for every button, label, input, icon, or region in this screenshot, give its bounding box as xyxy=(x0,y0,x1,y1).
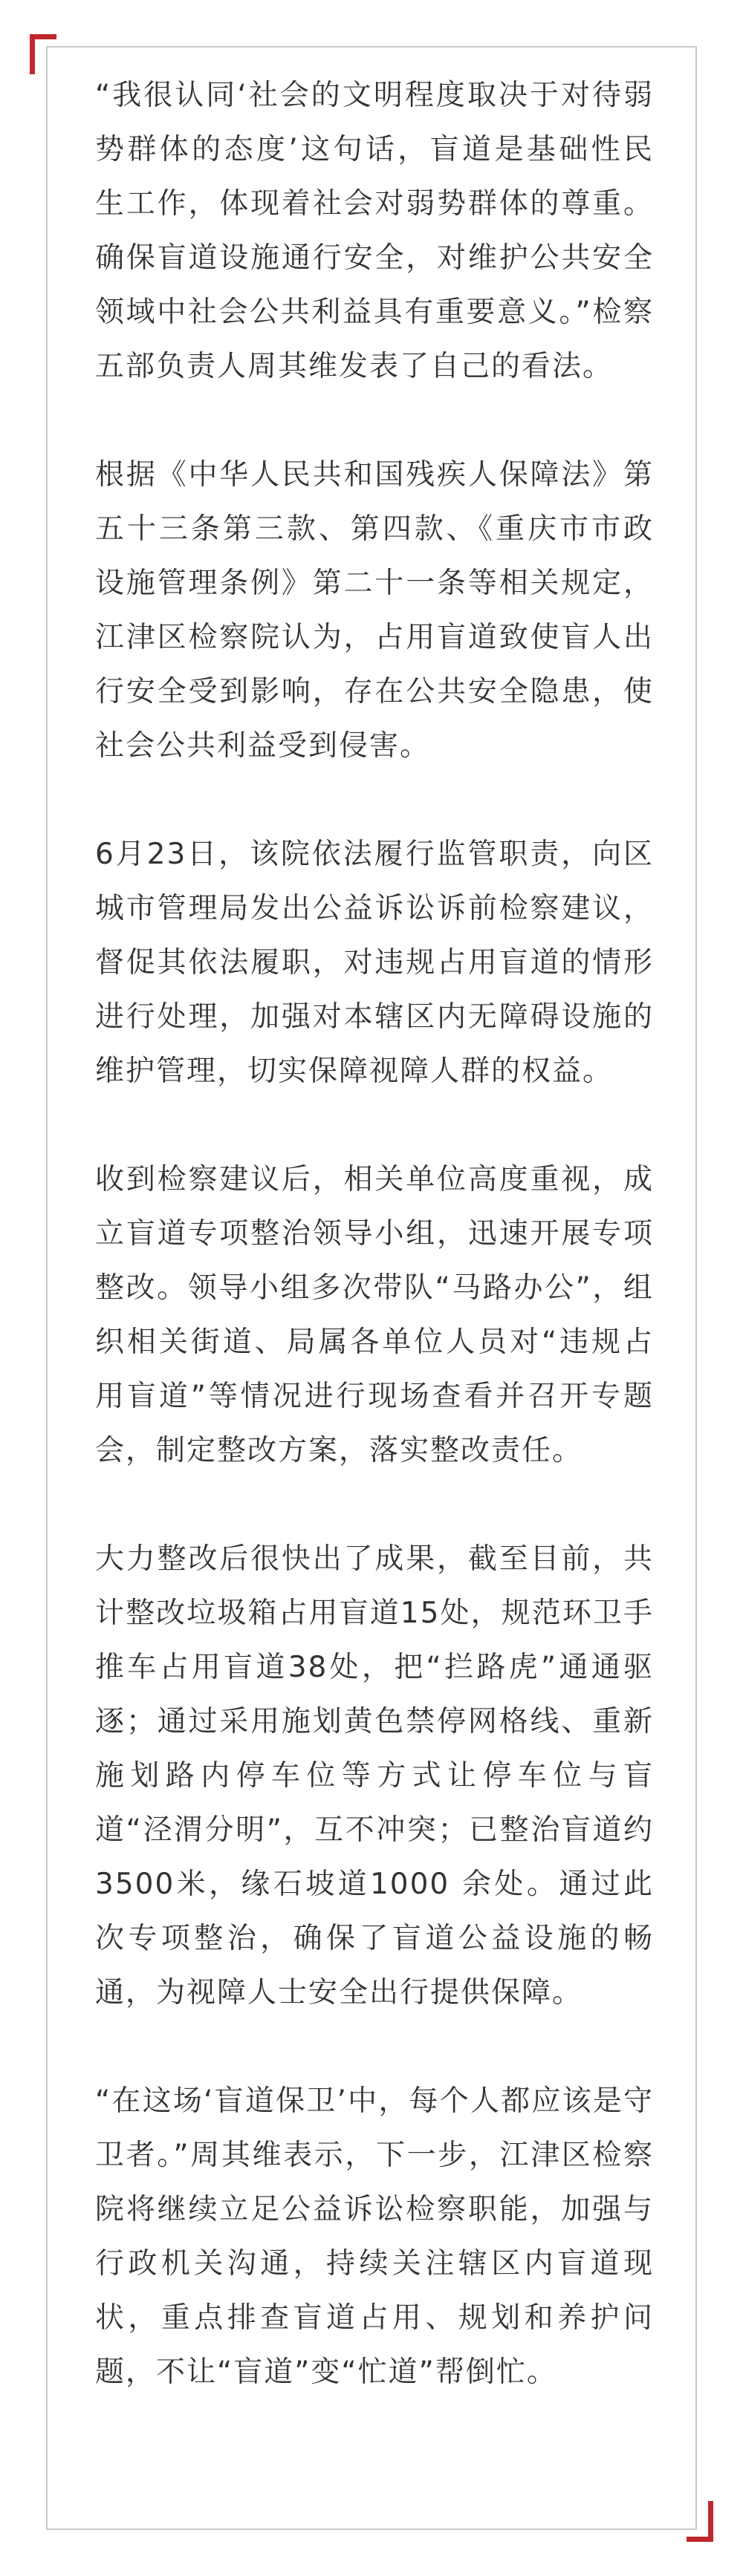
paragraph-legal-basis: 根据《中华人民共和国残疾人保障法》第五十三条第三款、第四款、《重庆市市政设施管理条例》第二十一条等相关规定，江津区检察院认为，占用盲道致使盲人出行安全受到影响，存在公共安全隐患，使社会公共利益受到侵害。 xyxy=(95,458,654,763)
corner-accent-bottom-right-vertical xyxy=(708,2501,713,2542)
paragraph-procuratorial-suggestion: 6月23日，该院依法履行监管职责，向区城市管理局发出公益诉讼诉前检察建议，督促其依法履职，对违规占用盲道的情形进行处理，加强对本辖区内无障碍设施的维护管理，切实保障视障人群的权益。 xyxy=(95,838,654,1088)
corner-accent-top-left-vertical xyxy=(30,34,35,74)
paragraph-next-steps: “在这场‘盲道保卫’中，每个人都应该是守卫者。”周其维表示，下一步，江津区检察院将继续立足公益诉讼检察职能，加强与行政机关沟通，持续关注辖区内盲道现状，重点排查盲道占用、规划和养护问题，不让“盲道”变“忙道”帮倒忙。 xyxy=(95,2084,654,2389)
paragraph-rectification: 收到检察建议后，相关单位高度重视，成立盲道专项整治领导小组，迅速开展专项整改。领导小组多次带队“马路办公”，组织相关街道、局属各单位人员对“违规占用盲道”等情况进行现场查看并召开专题会，制定整改方案，落实整改责任。 xyxy=(95,1163,654,1467)
article-body xyxy=(95,68,654,2399)
paragraph-results: 大力整改后很快出了成果，截至目前，共计整改垃圾箱占用盲道15处，规范环卫手推车占用盲道38处，把“拦路虎”通通驱逐；通过采用施划黄色禁停网格线、重新施划路内停车位等方式让停车位与盲道“泾渭分明”，互不冲突；已整治盲道约3500米，缘石坡道1000 余处。通过此次专项整治，确保了盲道公益设施的畅通，为视障人士安全出行提供保障。 xyxy=(95,1542,654,2009)
paragraph-opinion: “我很认同‘社会的文明程度取决于对待弱势群体的态度’这句话，盲道是基础性民生工作，体现着社会对弱势群体的尊重。确保盲道设施通行安全，对维护公共安全领域中社会公共利益具有重要意义。”检察五部负责人周其维发表了自己的看法。 xyxy=(95,79,654,383)
